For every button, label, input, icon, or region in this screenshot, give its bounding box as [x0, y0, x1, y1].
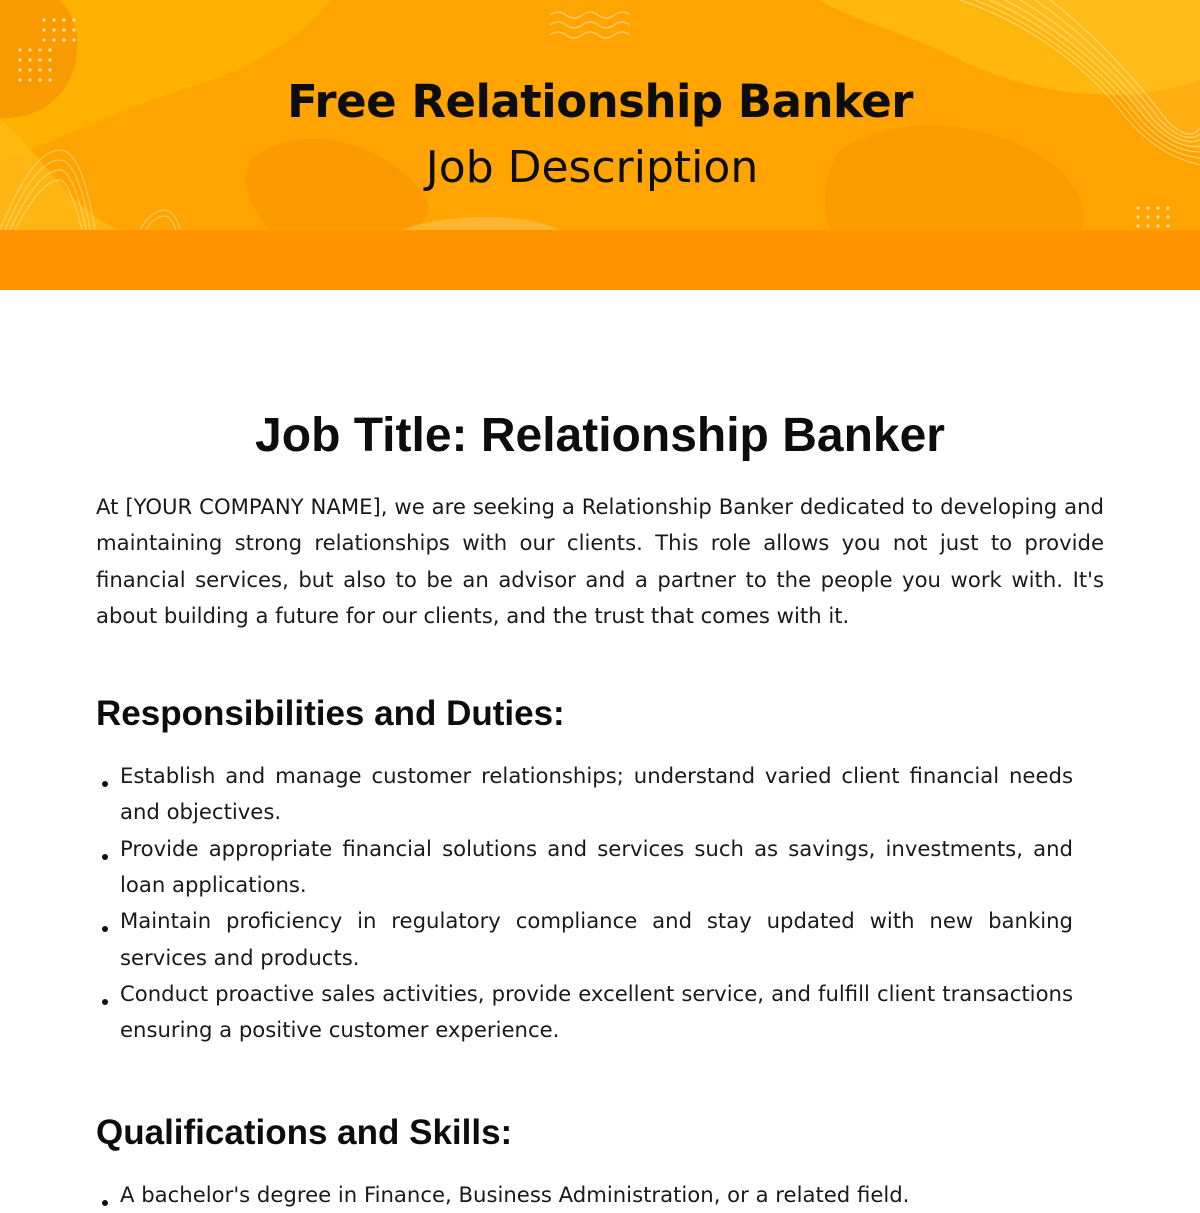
list-item	[96, 903, 1073, 976]
list-item-text: Conduct proactive sales activities, provide excellent service, and fulfill client transactions ensuring a positive customer experience.	[120, 980, 1073, 1043]
bullet-icon	[102, 781, 108, 787]
intro-paragraph: At [YOUR COMPANY NAME], we are seeking a Relationship Banker dedicated to developing and maintaining strong relationships with our clients. This role allows you not just to provide financial services, but also to be an advisor and a partner to the people you work with. It's about building a future for our clients, and the trust that comes with it.	[96, 494, 1104, 628]
list-item-text: Maintain proficiency in regulatory compliance and stay updated with new banking services and products.	[120, 908, 1073, 970]
qualifications-heading: Qualifications and Skills:	[96, 1112, 513, 1152]
list-item	[96, 831, 1073, 904]
header-banner	[0, 0, 1200, 290]
bullet-icon	[102, 854, 108, 860]
responsibilities-list	[96, 758, 1073, 1048]
list-item	[96, 1177, 1073, 1213]
list-item-text: Provide appropriate financial solutions and services such as savings, investments, and loan applications.	[120, 835, 1073, 898]
qualifications-list	[96, 1177, 1073, 1213]
bullet-icon	[102, 926, 108, 932]
list-item-text: Establish and manage customer relationships; understand varied client financial needs and objectives.	[120, 763, 1073, 825]
list-item-text: A bachelor's degree in Finance, Business Administration, or a related field.	[120, 1181, 910, 1207]
list-item	[96, 976, 1073, 1049]
bullet-icon	[102, 1200, 108, 1206]
job-title-heading: Job Title: Relationship Banker	[255, 409, 945, 462]
banner-title: Free Relationship Banker	[287, 75, 913, 128]
bullet-icon	[102, 999, 108, 1005]
list-item	[96, 758, 1073, 831]
responsibilities-heading: Responsibilities and Duties:	[96, 694, 565, 734]
banner-subtitle: Job Description	[425, 142, 759, 193]
document-body	[96, 405, 1104, 1213]
